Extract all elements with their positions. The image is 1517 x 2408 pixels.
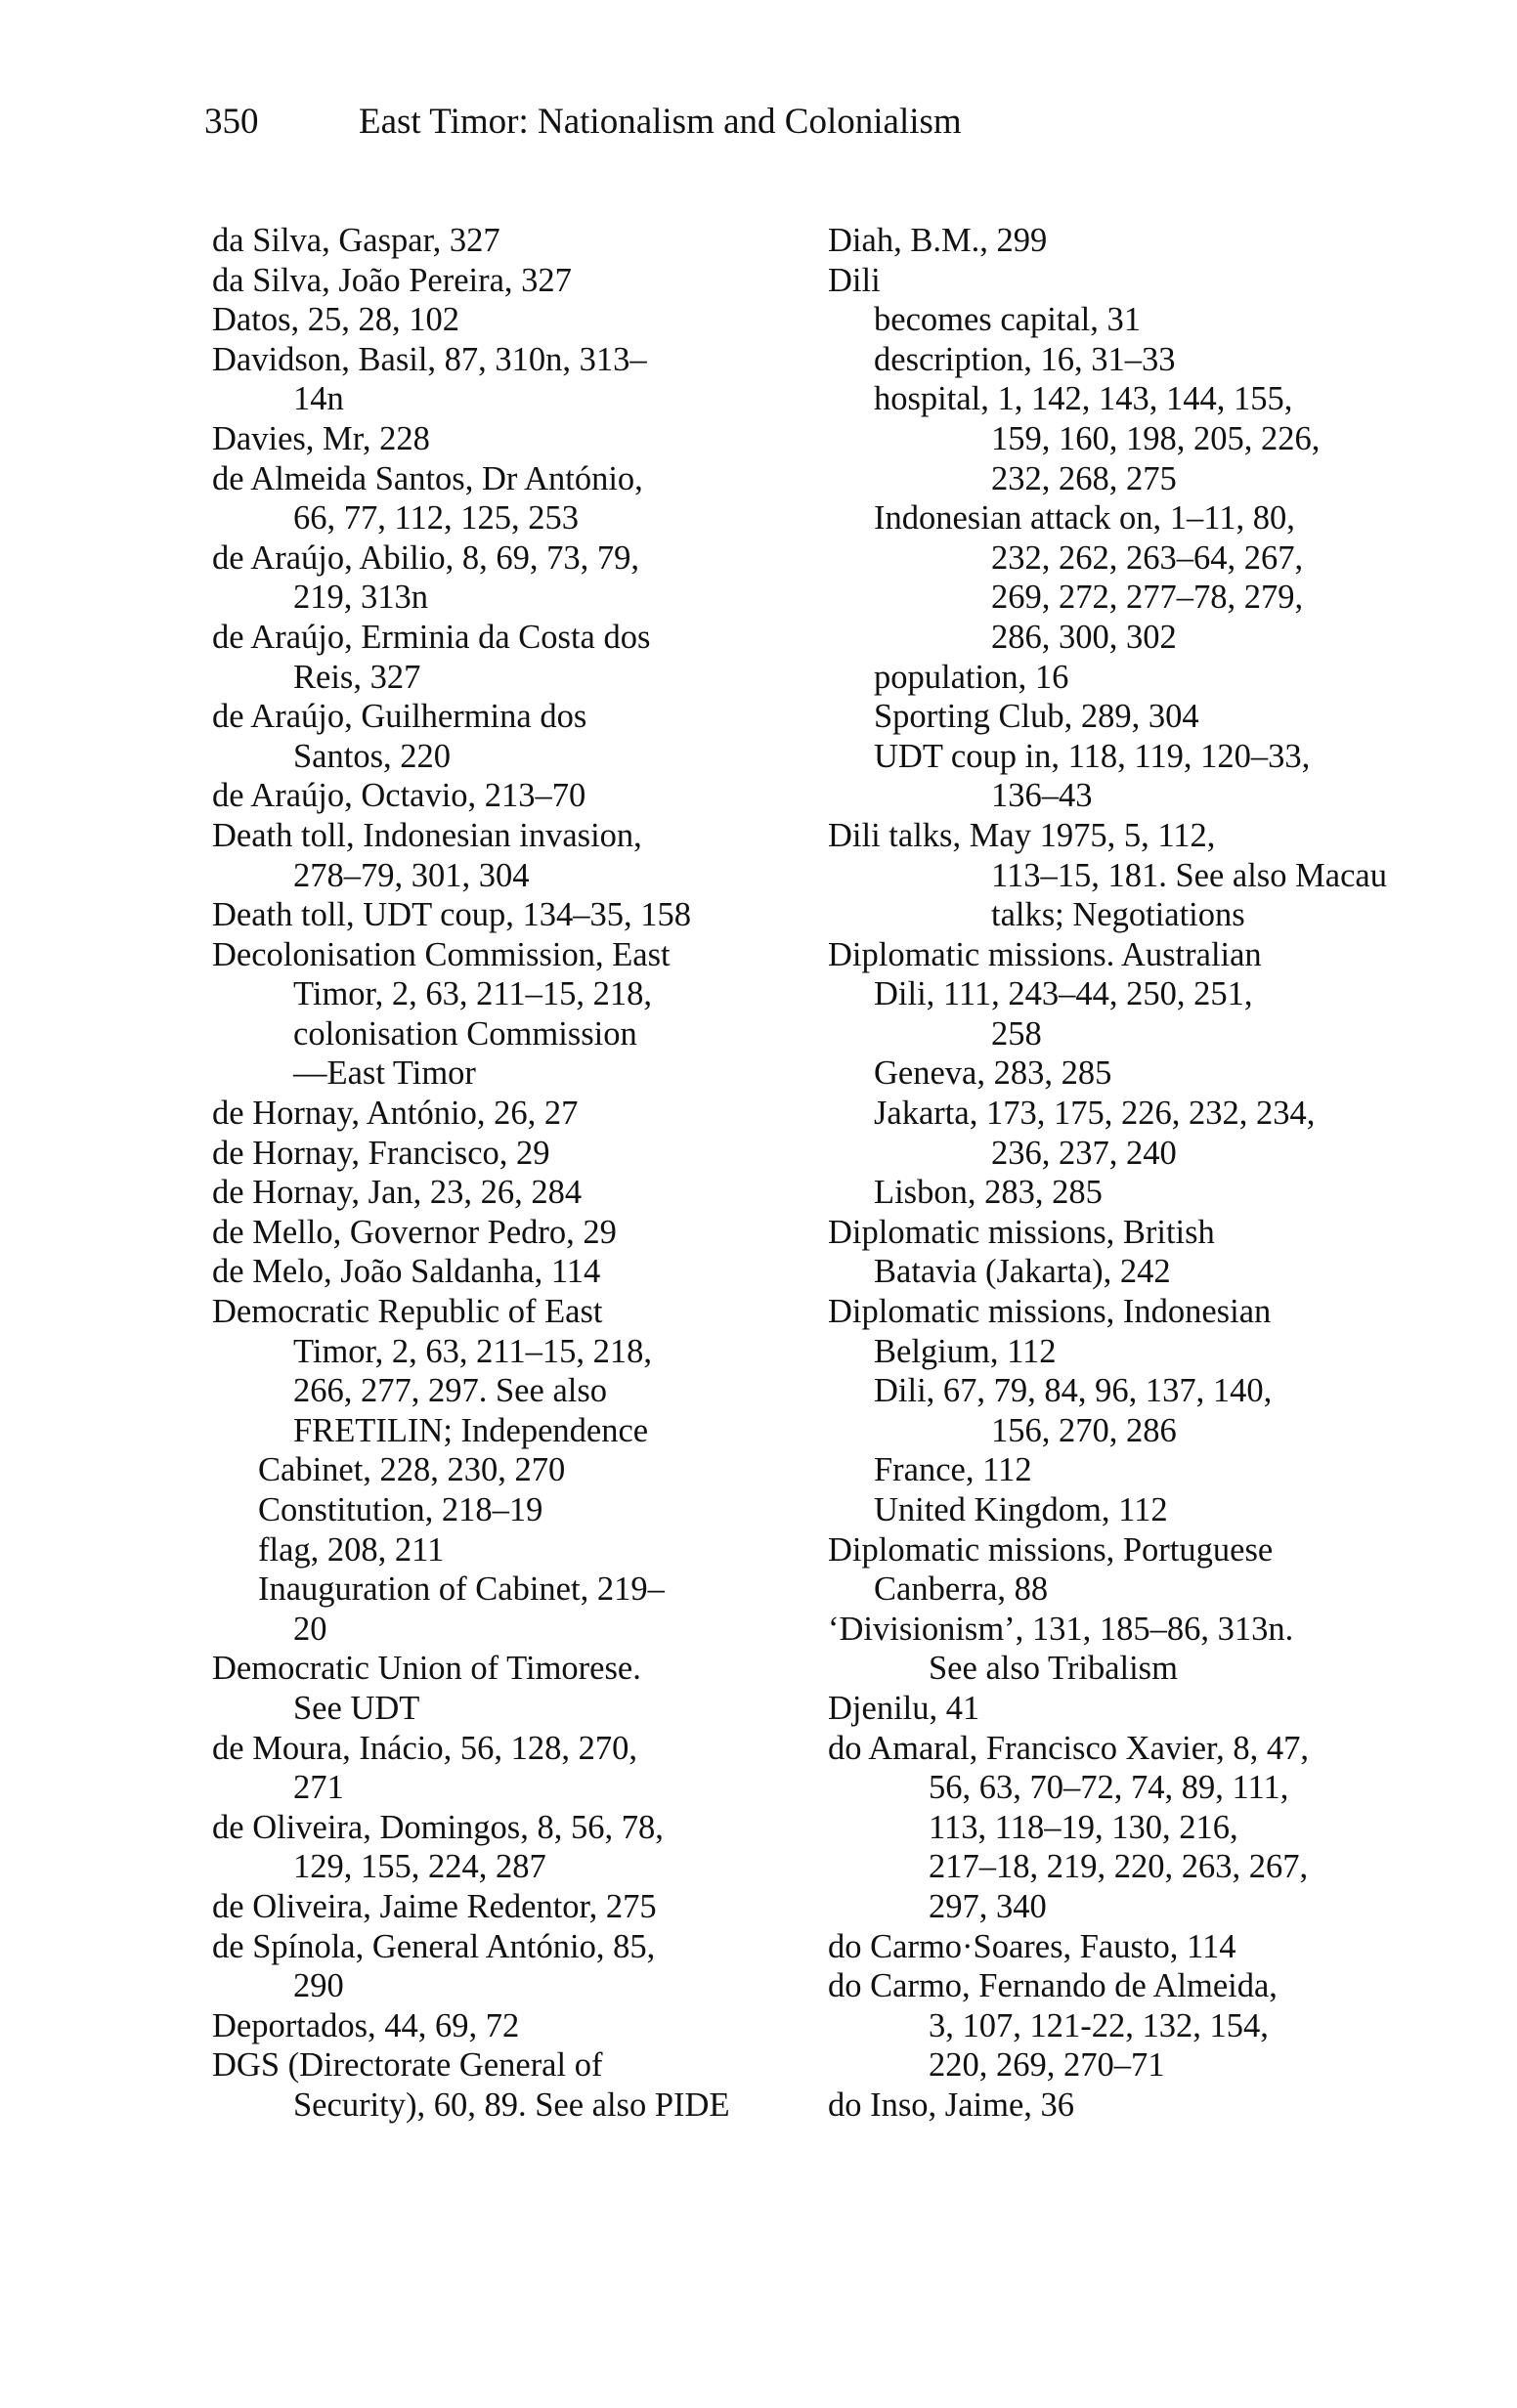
index-entry-line: 271 (293, 1769, 344, 1807)
index-entry-line: da Silva, João Pereira, 327 (212, 261, 572, 299)
index-entry-line: 136–43 (991, 777, 1093, 815)
index-entry-line: da Silva, Gaspar, 327 (212, 222, 500, 259)
index-entry-line: 266, 277, 297. See also (293, 1372, 608, 1410)
index-entry-line: 286, 300, 302 (991, 618, 1177, 656)
index-entry-line: Geneva, 283, 285 (874, 1054, 1112, 1093)
index-entry-line: See UDT (293, 1689, 420, 1727)
index-entry-line: Belgium, 112 (874, 1332, 1057, 1370)
index-entry-line: description, 16, 31–33 (874, 340, 1176, 378)
index-entry-line: Dili, 67, 79, 84, 96, 137, 140, (874, 1372, 1273, 1410)
index-entry-line: 232, 268, 275 (991, 459, 1177, 497)
index-entry-line: 156, 270, 286 (991, 1411, 1177, 1449)
index-entry-line: 159, 160, 198, 205, 226, (991, 419, 1321, 457)
index-entry-line: Decolonisation Commission, East (212, 935, 671, 973)
index-entry-line: Cabinet, 228, 230, 270 (258, 1451, 566, 1489)
index-entry-line: —East Timor (293, 1054, 476, 1093)
index-entry-line: 236, 237, 240 (991, 1134, 1177, 1172)
index-entry-line: 129, 155, 224, 287 (293, 1848, 546, 1886)
index-entry-line: do Carmo·Soares, Fausto, 114 (828, 1927, 1236, 1965)
index-entry-line: Timor, 2, 63, 211–15, 218, (293, 1332, 652, 1370)
index-entry-line: Lisbon, 283, 285 (874, 1174, 1103, 1212)
index-entry-line: Timor, 2, 63, 211–15, 218, (293, 975, 652, 1013)
index-entry-line: Constitution, 218–19 (258, 1491, 543, 1528)
index-entry-line: Dili talks, May 1975, 5, 112, (828, 816, 1216, 854)
index-entry-line: do Inso, Jaime, 36 (828, 2086, 1075, 2124)
index-entry-line: Diplomatic missions, British (828, 1213, 1215, 1251)
index-entry-line: 3, 107, 121-22, 132, 154, (929, 2006, 1269, 2044)
index-entry-line: UDT coup in, 118, 119, 120–33, (874, 737, 1311, 775)
running-header (204, 98, 962, 147)
index-entry-line: Reis, 327 (293, 658, 421, 696)
index-entry-line: do Amaral, Francisco Xavier, 8, 47, (828, 1729, 1310, 1767)
index-entry-line: ‘Divisionism’, 131, 185–86, 313n. (828, 1610, 1294, 1648)
index-entry-line: Diah, B.M., 299 (828, 222, 1048, 259)
index-entry-line: 56, 63, 70–72, 74, 89, 111, (929, 1769, 1289, 1807)
index-entry-line: 113–15, 181. See also Macau (991, 856, 1387, 894)
index-entry-line: Davies, Mr, 228 (212, 419, 430, 457)
index-entry-line: Security), 60, 89. See also PIDE (293, 2086, 730, 2124)
index-entry-line: de Melo, João Saldanha, 114 (212, 1253, 601, 1291)
index-entry-line: Canberra, 88 (874, 1570, 1049, 1609)
index-entry-line: Diplomatic missions. Australian (828, 935, 1262, 973)
index-column-right (828, 221, 1387, 2126)
index-column-left (212, 221, 740, 2126)
index-entry-line: de Araújo, Guilhermina dos (212, 698, 587, 736)
index-entry-line: Democratic Republic of East (212, 1293, 603, 1331)
index-entry-line: Diplomatic missions, Portuguese (828, 1530, 1274, 1569)
index-entry-line: Death toll, UDT coup, 134–35, 158 (212, 896, 691, 934)
index-entry-line: 297, 340 (929, 1887, 1047, 1925)
index-entry-line: Death toll, Indonesian invasion, (212, 816, 642, 854)
index-entry-line: Dili (828, 261, 881, 299)
index-entry-line: do Carmo, Fernando de Almeida, (828, 1967, 1278, 2005)
index-entry-line: DGS (Directorate General of (212, 2046, 603, 2085)
index-entry-line: becomes capital, 31 (874, 301, 1142, 339)
index-entry-line: de Araújo, Octavio, 213–70 (212, 777, 586, 815)
index-entry-line: 220, 269, 270–71 (929, 2046, 1165, 2085)
index-entry-line: Datos, 25, 28, 102 (212, 301, 459, 339)
index-entry-line: Dili, 111, 243–44, 250, 251, (874, 975, 1253, 1013)
index-entry-line: 290 (293, 1967, 344, 2005)
index-entry-line: Sporting Club, 289, 304 (874, 698, 1199, 736)
index-entry-line: de Hornay, António, 26, 27 (212, 1095, 579, 1133)
index-entry-line: de Almeida Santos, Dr António, (212, 459, 643, 497)
index-entry-line: 113, 118–19, 130, 216, (929, 1808, 1238, 1846)
index-entry-line: Inauguration of Cabinet, 219– (258, 1570, 665, 1609)
index-entry-line: de Mello, Governor Pedro, 29 (212, 1213, 617, 1251)
index-entry-line: colonisation Commission (293, 1014, 637, 1053)
index-entry-line: de Moura, Inácio, 56, 128, 270, (212, 1729, 637, 1767)
index-entry-line: 269, 272, 277–78, 279, (991, 579, 1304, 617)
index-entry-line: Indonesian attack on, 1–11, 80, (874, 499, 1295, 538)
index-entry-line: talks; Negotiations (991, 896, 1245, 934)
index-entry-line: flag, 208, 211 (258, 1530, 445, 1569)
index-entry-line: de Hornay, Jan, 23, 26, 284 (212, 1174, 583, 1212)
index-entry-line: Diplomatic missions, Indonesian (828, 1293, 1272, 1331)
index-entry-line: 278–79, 301, 304 (293, 856, 530, 894)
index-entry-line: Djenilu, 41 (828, 1689, 980, 1727)
index-entry-line: 232, 262, 263–64, 267, (991, 538, 1304, 577)
index-entry-line: Jakarta, 173, 175, 226, 232, 234, (874, 1095, 1316, 1133)
index-entry-line: FRETILIN; Independence (293, 1411, 649, 1449)
book-title: East Timor: Nationalism and Colonialism (359, 102, 962, 142)
index-entry-line: Santos, 220 (293, 737, 452, 775)
index-entry-line: de Araújo, Erminia da Costa dos (212, 618, 651, 656)
index-entry-line: de Spínola, General António, 85, (212, 1927, 656, 1965)
index-entry-line: 66, 77, 112, 125, 253 (293, 499, 579, 538)
index-entry-line: de Hornay, Francisco, 29 (212, 1134, 550, 1172)
page-number: 350 (204, 102, 259, 142)
index-entry-line: de Araújo, Abilio, 8, 69, 73, 79, (212, 538, 639, 577)
index-entry-line: See also Tribalism (929, 1650, 1178, 1688)
index-entry-line: 258 (991, 1014, 1042, 1053)
index-entry-line: de Oliveira, Jaime Redentor, 275 (212, 1887, 657, 1925)
index-entry-line: 14n (293, 380, 344, 418)
index-entry-line: United Kingdom, 112 (874, 1491, 1168, 1528)
index-entry-line: hospital, 1, 142, 143, 144, 155, (874, 380, 1293, 418)
index-entry-line: Deportados, 44, 69, 72 (212, 2006, 520, 2044)
index-entry-line: de Oliveira, Domingos, 8, 56, 78, (212, 1808, 664, 1846)
index-entry-line: 217–18, 219, 220, 263, 267, (929, 1848, 1309, 1886)
index-entry-line: Democratic Union of Timorese. (212, 1650, 641, 1688)
index-entry-line: 219, 313n (293, 579, 428, 617)
index-entry-line: population, 16 (874, 658, 1069, 696)
index-entry-line: 20 (293, 1610, 327, 1648)
index-entry-line: Davidson, Basil, 87, 310n, 313– (212, 340, 647, 378)
index-entry-line: France, 112 (874, 1451, 1032, 1489)
index-entry-line: Batavia (Jakarta), 242 (874, 1253, 1171, 1291)
